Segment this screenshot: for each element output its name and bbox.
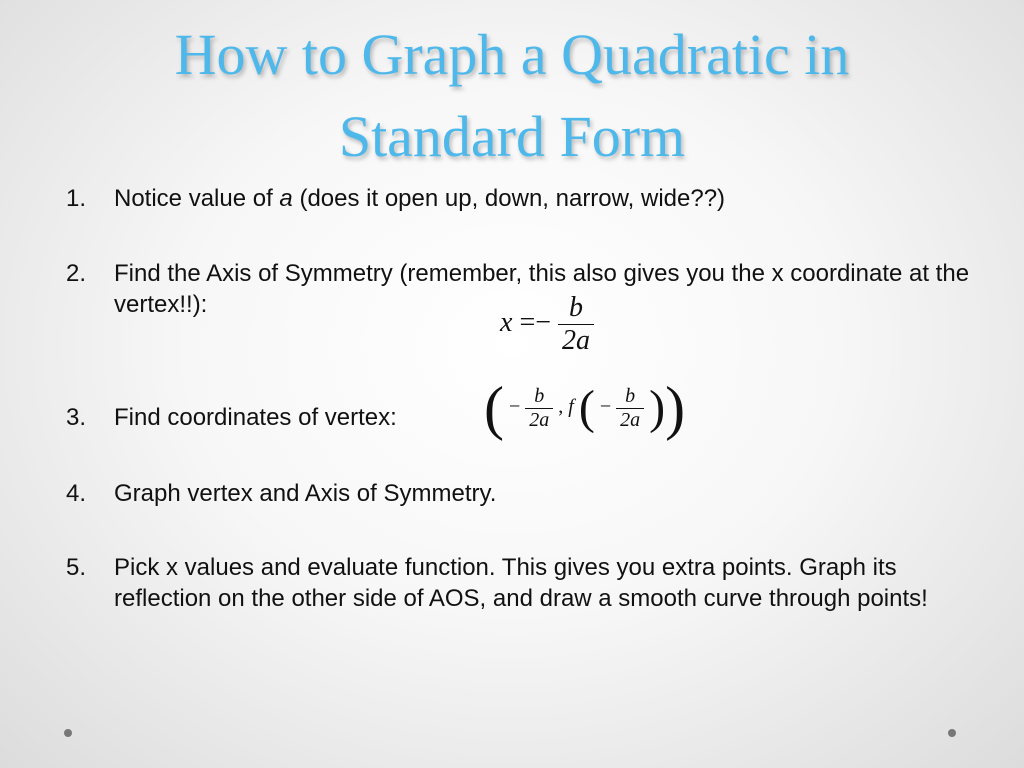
- step-text: Graph vertex and Axis of Symmetry.: [114, 480, 497, 507]
- slide-title: [0, 14, 1024, 178]
- formula-minus: −: [535, 306, 552, 338]
- step-number: 1.: [66, 185, 87, 212]
- vertex-fraction-2: [616, 385, 644, 432]
- vertex-minus-1: −: [508, 395, 521, 418]
- fraction-denominator: 2a: [558, 324, 594, 357]
- inner-left-paren: (: [578, 381, 595, 434]
- axis-of-symmetry-formula: [500, 292, 594, 357]
- right-paren: ): [665, 375, 686, 441]
- step-number: 4.: [66, 480, 87, 507]
- vertex-denominator-1: 2a: [525, 408, 553, 432]
- step-number: 3.: [66, 404, 87, 431]
- formula-equals: =: [519, 306, 536, 338]
- decorative-dot-right: [948, 729, 956, 737]
- title-line-2: Standard Form: [338, 104, 686, 169]
- step-text: Pick x values and evaluate function. This gives you extra points. Graph its reflection on the other side of AOS, and draw a smooth curve through points!: [114, 554, 928, 612]
- variable-a: a: [279, 185, 293, 212]
- vertex-coordinates-formula: [484, 375, 686, 441]
- inner-right-paren: ): [649, 381, 666, 434]
- formula-x: x: [500, 306, 513, 338]
- step-text: Find coordinates of vertex:: [114, 404, 397, 431]
- vertex-comma: ,: [558, 395, 564, 418]
- step-text: Find the Axis of Symmetry (remember, this also gives you the x coordinate at the vertex!!):: [114, 260, 970, 318]
- vertex-denominator-2: 2a: [616, 408, 644, 432]
- title-line-1: How to Graph a Quadratic in: [174, 22, 850, 87]
- step-number: 2.: [66, 260, 87, 287]
- step-number: 5.: [66, 554, 87, 581]
- left-paren: (: [484, 375, 504, 441]
- fraction-b-over-2a: [558, 292, 594, 357]
- vertex-minus-2: −: [599, 395, 612, 418]
- step-text: Notice value of a (does it open up, down, narrow, wide??): [114, 185, 726, 212]
- vertex-numerator-2: b: [625, 384, 636, 407]
- decorative-dot-left: [64, 729, 72, 737]
- vertex-function-f: f: [568, 395, 574, 418]
- vertex-fraction-1: [525, 385, 553, 432]
- vertex-numerator-1: b: [534, 384, 545, 407]
- fraction-numerator: b: [569, 292, 584, 323]
